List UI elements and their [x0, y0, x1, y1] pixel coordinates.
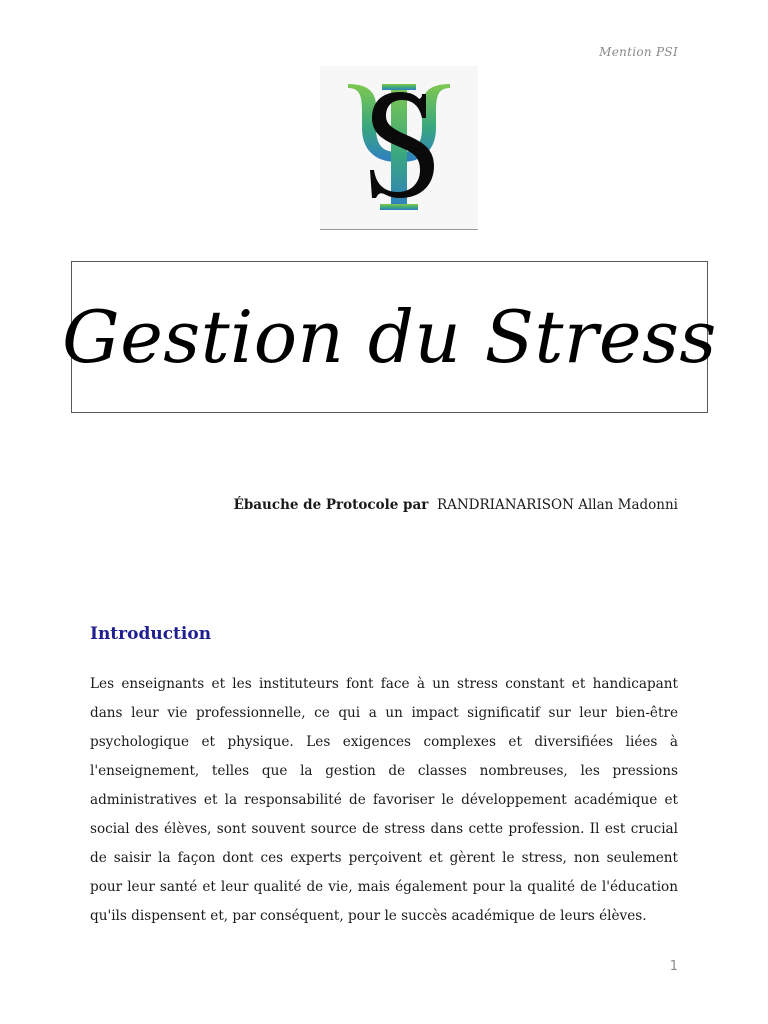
title-box [62, 261, 717, 413]
logo-divider [320, 229, 478, 230]
header-note: Mention PSI [599, 45, 678, 59]
author-line [234, 497, 678, 513]
psi-s-logo-icon [320, 66, 478, 230]
logo [320, 66, 478, 230]
author-label: Ébauche de Protocole par [233, 497, 429, 513]
section-heading-introduction: Introduction [90, 624, 212, 644]
author-name: RANDRIANARISON Allan Madonni [436, 497, 678, 513]
page-number: 1 [669, 959, 678, 974]
introduction-paragraph: Les enseignants et les instituteurs font face à un stress constant et handicapant dans leur vie professionnelle, ce qui a un impact significatif sur leur bien-être psychologique et physique. Les exigences complexes et diversifiées liées à l'enseignement, telles que la gestion de classes nombreuses, les pressions administratives et la responsabilité de favoriser le développement académique et social des élèves, sont souvent source de stress dans cette profession. Il est crucial de saisir la façon dont ces experts perçoivent et gèrent le stress, non seulement pour leur santé et leur qualité de vie, mais également pour la qualité de l'éducation qu'ils dispensent et, par conséquent, pour le succès académique de leurs élèves. [90, 676, 678, 924]
document-title: Gestion du Stress [62, 295, 717, 379]
